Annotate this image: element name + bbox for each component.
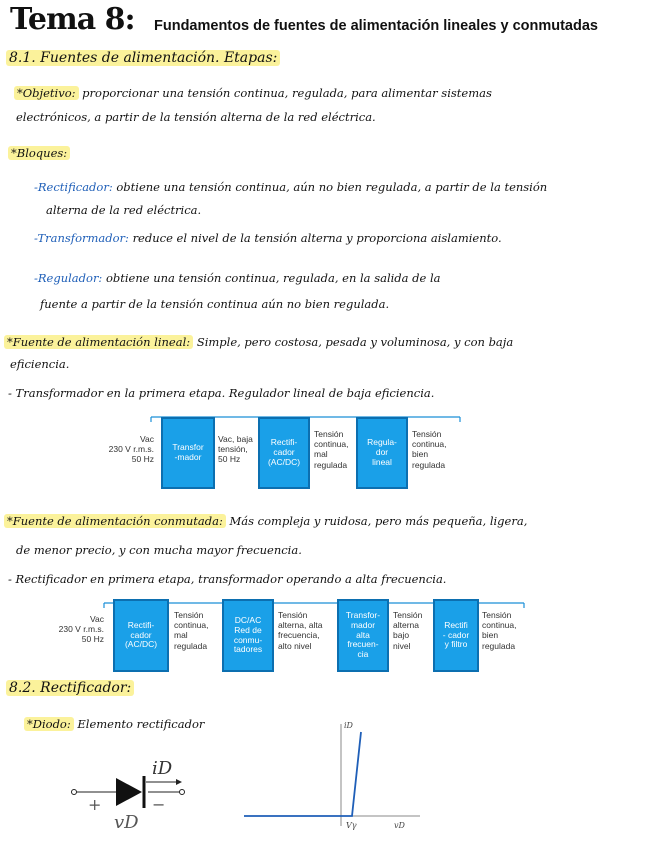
rectificador-label: -Rectificador: xyxy=(34,180,113,194)
lineal-mid-label-2: Tensión continua, mal regulada xyxy=(314,429,349,470)
lineal-block-regulador: Regula- dor lineal xyxy=(356,417,408,489)
conmutada-mid-label-3: Tensión alterna bajo nivel xyxy=(393,610,423,651)
section-8-1-heading: 8.1. Fuentes de alimentación. Etapas: xyxy=(6,50,280,66)
conmutada-line-2: de menor precio, y con mucha mayor frecuencia. xyxy=(16,543,302,557)
conmutada-output-label: Tensión continua, bien regulada xyxy=(482,610,517,651)
diode-iv-graph xyxy=(240,716,430,836)
lineal-input-label: Vac 230 V r.m.s. 50 Hz xyxy=(108,434,154,465)
transformador-line: -Transformador: reduce el nivel de la tensión alterna y proporciona aislamiento. xyxy=(34,231,502,245)
current-label: iD xyxy=(152,758,173,779)
diode-terminal-anode xyxy=(72,790,77,795)
tema-title: Tema 8 xyxy=(10,2,125,37)
conmutada-block-rectificador: Rectifi- cador (AC/DC) xyxy=(113,599,169,672)
lineal-block-transformador: Transfor -mador xyxy=(161,417,215,489)
voltage-label: vD xyxy=(114,812,139,833)
conmutada-block-transformador: Transfor- mador alta frecuen- cia xyxy=(337,599,389,672)
conmutada-block-rectificador-filtro: Rectifi - cador y filtro xyxy=(433,599,479,672)
lineal-line-2: eficiencia. xyxy=(10,357,70,371)
section-8-2-heading: 8.2. Rectificador: xyxy=(6,680,134,696)
conmutada-input-label: Vac 230 V r.m.s. 50 Hz xyxy=(58,614,104,645)
current-arrow-head xyxy=(176,779,182,785)
diode-symbol xyxy=(60,750,210,840)
graph-threshold-label: Vγ xyxy=(346,821,357,830)
tema-colon: : xyxy=(124,2,135,37)
page-header xyxy=(10,2,135,37)
diode-triangle xyxy=(116,778,142,806)
bloques-label: *Bloques: xyxy=(8,146,70,160)
lineal-block-rectificador: Rectifi- cador (AC/DC) xyxy=(258,417,310,489)
regulador-line-2: fuente a partir de la tensión continua aún no bien regulada. xyxy=(40,297,390,311)
lineal-label: *Fuente de alimentación lineal: xyxy=(4,335,193,349)
regulador-label: -Regulador: xyxy=(34,271,103,285)
plus-sign: + xyxy=(88,795,102,814)
page-subtitle: Fundamentos de fuentes de alimentación lineales y conmutadas xyxy=(154,18,598,34)
conmutada-line-1: *Fuente de alimentación conmutada: Más compleja y ruidosa, pero más pequeña, ligera, xyxy=(4,514,527,528)
regulador-line-1: -Regulador: obtiene una tensión continua, regulada, en la salida de la xyxy=(34,271,441,285)
conmutada-mid-label-2: Tensión alterna, alta frecuencia, alto nivel xyxy=(278,610,323,651)
graph-y-label: iD xyxy=(344,721,353,730)
conmutada-mid-label-1: Tensión continua, mal regulada xyxy=(174,610,209,651)
graph-iv-curve xyxy=(244,732,361,816)
rectificador-line-2: alterna de la red eléctrica. xyxy=(46,203,202,217)
lineal-line-1: *Fuente de alimentación lineal: Simple, pero costosa, pesada y voluminosa, y con baja xyxy=(4,335,513,349)
rectificador-line-1: -Rectificador: obtiene una tensión continua, aún no bien regulada, a partir de la tensión xyxy=(34,180,548,194)
conmutada-line-3: - Rectificador en primera etapa, transformador operando a alta frecuencia. xyxy=(8,572,447,586)
transformador-label: -Transformador: xyxy=(34,231,129,245)
objetivo-line-2: electrónicos, a partir de la tensión alterna de la red eléctrica. xyxy=(16,110,376,124)
objetivo-line-1: *Objetivo: proporcionar una tensión continua, regulada, para alimentar sistemas xyxy=(14,86,492,100)
lineal-mid-label-1: Vac, baja tensión, 50 Hz xyxy=(218,434,253,465)
conmutada-label: *Fuente de alimentación conmutada: xyxy=(4,514,226,528)
minus-sign: − xyxy=(152,795,166,814)
lineal-line-3: - Transformador en la primera etapa. Regulador lineal de baja eficiencia. xyxy=(8,386,435,400)
diodo-line: *Diodo: Elemento rectificador xyxy=(24,717,204,731)
objetivo-label: *Objetivo: xyxy=(14,86,79,100)
diode-terminal-cathode xyxy=(180,790,185,795)
lineal-output-label: Tensión continua, bien regulada xyxy=(412,429,447,470)
graph-x-label: vD xyxy=(394,821,405,830)
conmutada-block-dcac: DC/AC Red de conmu- tadores xyxy=(222,599,274,672)
diodo-label: *Diodo: xyxy=(24,717,74,731)
